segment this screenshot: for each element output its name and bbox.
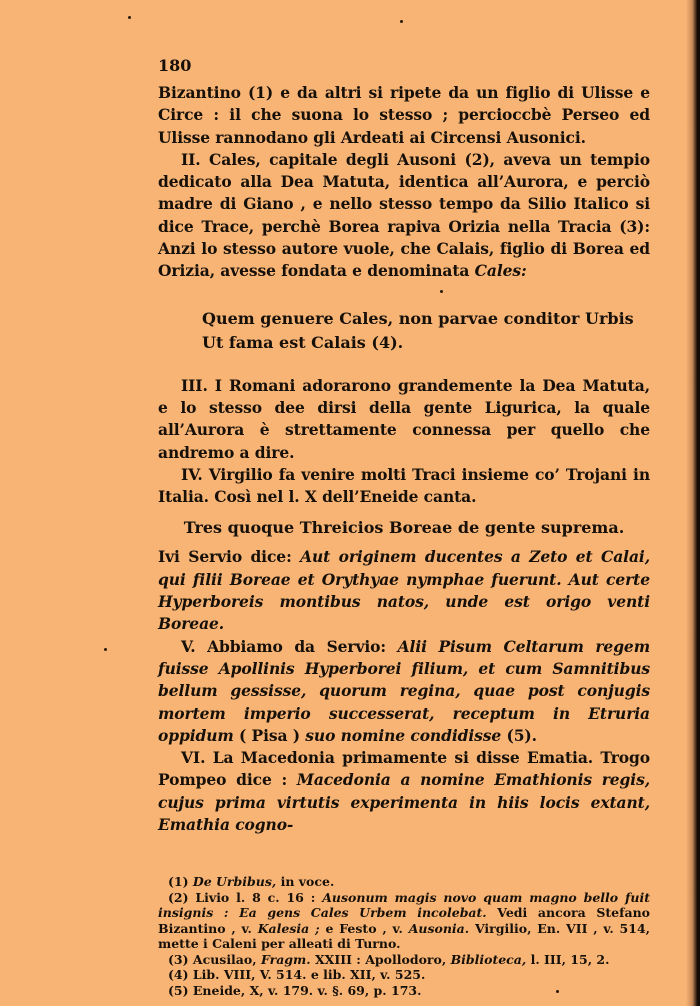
text-run: III. I Romani adorarono grandemente la Dea Matuta, e lo stesso dee dirsi della gente Ligurica, la quale all’Aurora è strettamente connessa per quello che andremo a dire. <box>158 375 650 462</box>
italic-text: suo nomine condidisse <box>305 725 502 745</box>
paragraph-v <box>158 636 650 747</box>
text-run: V. Abbiamo da Servio: <box>181 636 398 656</box>
italic-text: Aut originem ducentes a Zeto et Calai, qui filii Boreae et Orythyae nymphae fuerunt. Aut certe Hyperboreis montibus natos, unde est origo venti Boreae. <box>158 547 650 634</box>
paragraph-iv <box>158 464 650 509</box>
footnote: (4) Lib. VIII, V. 514. e lib. XII, v. 525. <box>168 967 426 983</box>
verse-line: Ut fama est Calais (4). <box>202 332 404 352</box>
text-run: VI. La Macedonia primamente si disse Ematia. Trogo Pompeo dice : <box>158 748 650 790</box>
page-edge-shadow <box>686 0 700 1006</box>
text-run: IV. Virgilio fa venire molti Traci insieme co’ Trojani in Italia. Così nel l. X dell’Eneide canta. <box>158 464 650 507</box>
text-run: (5). <box>501 725 537 745</box>
spacer <box>158 836 650 874</box>
footnote: (5) Eneide, X, v. 179. v. §. 69, p. 173. <box>168 982 422 998</box>
verse-line: Quem genuere Cales, non parvae conditor Urbis <box>202 308 634 328</box>
speck <box>104 648 107 651</box>
speck <box>128 16 131 19</box>
footnote-text: (2) Livio l. 8 c. 16 : <box>168 889 323 905</box>
text-run: ( Pisa ) <box>233 725 306 745</box>
text-run: Bizantino (1) e da altri si ripete da un figlio di Ulisse e Circe : il che suona lo stesso ; percioccbè Perseo ed Ulisse rannodano gli Ardeati ai Circensi Ausonici. <box>158 83 650 147</box>
footnote-italic: De Urbibus, <box>192 874 277 890</box>
footnote <box>158 890 650 952</box>
footnote-text: Vedi ancora Stefano Bizantino , v. <box>158 905 650 936</box>
footnote <box>158 874 650 890</box>
spacer <box>158 508 650 516</box>
footnote-text: l. III, 15, 2. <box>526 951 610 967</box>
footnote-italic: Kalesia ; <box>257 920 320 936</box>
paragraph-iii <box>158 375 650 464</box>
footnotes <box>158 874 650 998</box>
footnote <box>158 952 650 968</box>
book-page <box>158 56 650 998</box>
footnote-italic: Fragm. <box>260 951 311 967</box>
paragraph-ii <box>158 149 650 283</box>
spacer <box>158 283 650 307</box>
footnote-text: (1) <box>168 874 193 890</box>
spacer <box>158 355 650 375</box>
page-number: 180 <box>158 56 192 75</box>
verse-line: Tres quoque Threicios Boreae de gente suprema. <box>183 518 625 538</box>
paragraph-vi <box>158 747 650 836</box>
footnote-text: e Festo , v. <box>319 920 409 936</box>
footnote-italic: Ausonia. <box>408 920 470 936</box>
italic-text: Cales: <box>474 261 527 281</box>
italic-text: Alii Pisum Celtarum regem fuisse Apollinis Hyperborei filium, et cum Samnitibus bellum gessisse, quorum regina, quae post conjugis mortem imperio successerat, receptum in Etruria oppidum <box>158 636 650 745</box>
paragraph-continued <box>158 82 650 149</box>
footnote-text: (3) Acusilao, <box>168 951 261 967</box>
text-run: II. Cales, capitale degli Ausoni (2), aveva un tempio dedicato alla Dea Matuta, identica all’Aurora, e perciò madre di Giano , e nello stesso tempo da Silio Italico si dice Trace, perchè Borea rapiva Orizia nella Tracia (3): Anzi lo stesso autore vuole, che Calais, figlio di Borea ed Orizia, avesse fondata e denominata <box>158 149 650 281</box>
paragraph-servio <box>158 546 650 635</box>
footnote-text: XXIII : Apollodoro, <box>310 951 451 967</box>
footnote-text: in voce. <box>276 874 335 890</box>
footnote-text: Virgilio, En. VII , v. 514, mette i Caleni per alleati di Turno. <box>158 920 650 952</box>
speck <box>400 20 403 23</box>
footnote-italic: Ausonum magis novo quam magno bello fuit insignis : Ea gens Cales Urbem incolebat. <box>158 889 650 921</box>
italic-text: Macedonia a nomine Emathionis regis, cujus prima virtutis experimenta in hiis locis extant, Emathia cogno- <box>158 770 650 835</box>
footnote-italic: Biblioteca, <box>450 951 527 967</box>
text-run: Ivi Servio dice: <box>158 547 301 567</box>
